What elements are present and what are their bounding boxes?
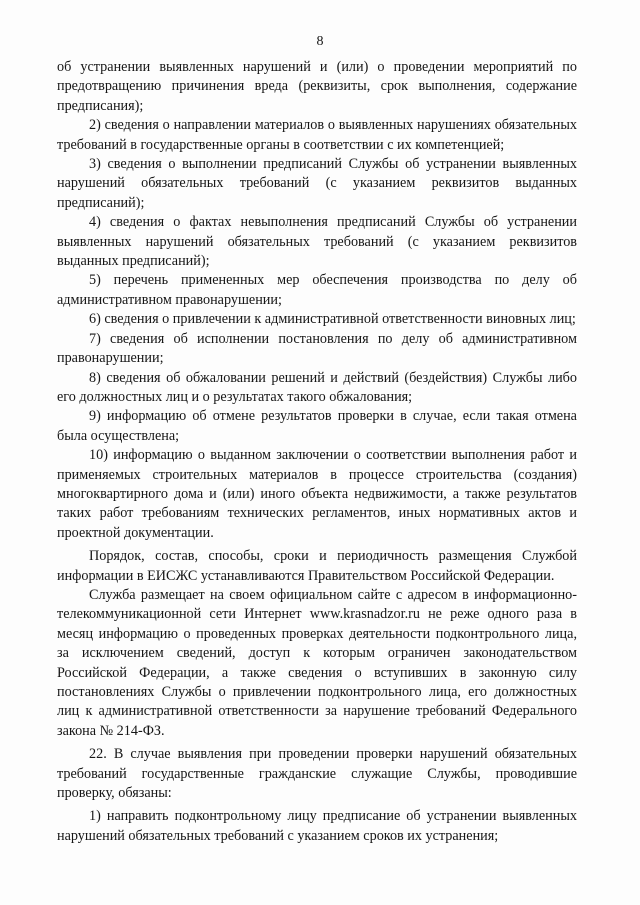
list-item-7: 7) сведения об исполнении постановления по делу об административном правонарушении; [57, 330, 577, 367]
list-item-10: 10) информацию о выданном заключении о соответствии выполнения работ и применяемых строительных материалов в процессе строительства (создания) многоквартирного дома и (или) иного объекта недвижимости, а также результатов таких работ требованиям технических регламентов, иных нормативных актов и проектной документации. [57, 447, 577, 541]
list-item-6: 6) сведения о привлечении к административной ответственности виновных лиц; [89, 311, 576, 328]
list-item-5: 5) перечень примененных мер обеспечения производства по делу об административном правонарушении; [57, 272, 577, 308]
clause-22-item-1: 1) направить подконтрольному лицу предписание об устранении выявленных нарушений обязательных требований с указанием сроков их устранения; [57, 808, 577, 844]
list-item-4: 4) сведения о фактах невыполнения предписаний Службы об устранении выявленных нарушений обязательных требований (с указанием реквизитов выданных предписаний); [57, 214, 577, 270]
document-body [57, 58, 577, 846]
page-number: 8 [316, 34, 324, 49]
paragraph-website-publication: Служба размещает на своем официальном сайте с адресом в информационно-телекоммуникационной сети Интернет www.krasnadzor.ru не реже одного раза в месяц информацию о проведенных проверках деятельности подконтрольного лица, за исключением сведений, доступ к которым ограничен законодательством Российской Федерации, а также сведения о вступивших в законную силу постановлениях Службы о привлечении подконтрольного лица, его должностных лиц к административной ответственности за нарушение требований Федерального закона № 214-ФЗ. [57, 586, 577, 739]
list-item-2: 2) сведения о направлении материалов о выявленных нарушениях обязательных требований в государственные органы в соответствии с их компетенцией; [57, 117, 577, 153]
list-item-8: 8) сведения об обжаловании решений и действий (бездействия) Службы либо его должностных лиц и о результатах такого обжалования; [57, 369, 577, 405]
list-item-9: 9) информацию об отмене результатов проверки в случае, если такая отмена была осуществлена; [57, 408, 577, 444]
paragraph-continuation: об устранении выявленных нарушений и (или) о проведении мероприятий по предотвращению причинения вреда (реквизиты, срок выполнения, содержание предписания); [57, 59, 577, 114]
clause-22: 22. В случае выявления при проведении проверки нарушений обязательных требований государственные гражданские служащие Службы, проводившие проверку, обязаны: [57, 746, 577, 802]
paragraph-eisjs-procedure: Порядок, состав, способы, сроки и периодичность размещения Службой информации в ЕИСЖС устанавливаются Правительством Российской Федерации. [57, 548, 577, 584]
list-item-3: 3) сведения о выполнении предписаний Службы об устранении выявленных нарушений обязательных требований (с указанием реквизитов выданных предписаний); [57, 156, 577, 211]
